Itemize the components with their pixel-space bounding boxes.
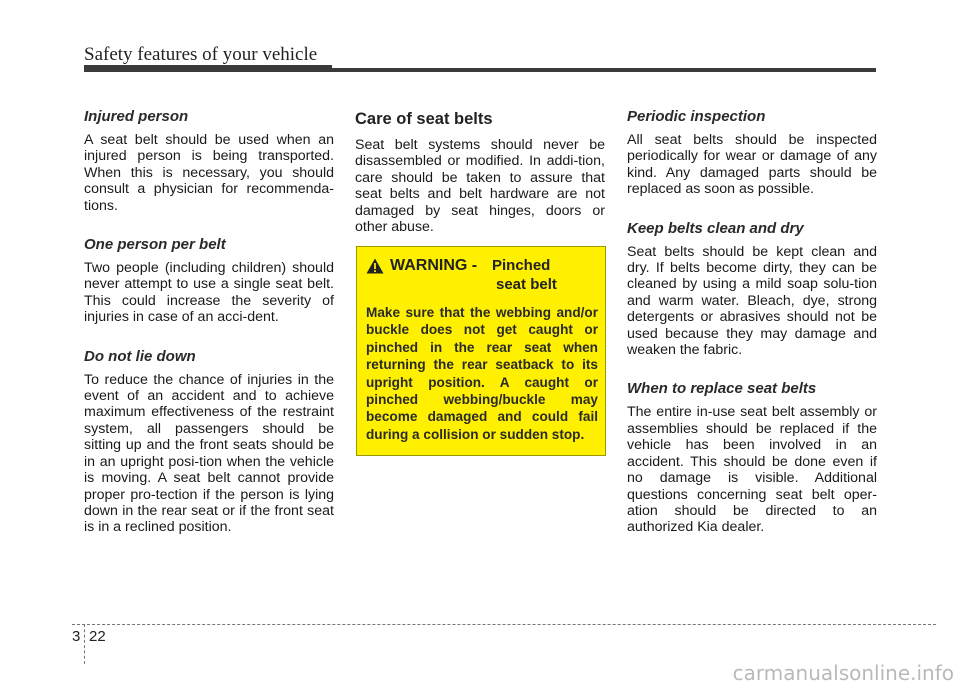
section-subtitle: When to replace seat belts <box>627 380 817 398</box>
section-periodic-inspection <box>627 108 877 198</box>
section-subtitle: Do not lie down <box>84 347 196 365</box>
section-subtitle: Periodic inspection <box>627 108 766 125</box>
section-text: The entire in-use seat belt assembly or assemblies should be replaced if the vehicle has been involved in an accident. This should be done even if no damage is visible. Additional questions concerning seat belt oper-ation should be directed to an authorized Kia dealer. <box>627 404 877 536</box>
footer-rule <box>72 624 936 625</box>
warning-title-line1: Pinched <box>492 257 551 274</box>
section-when-to-replace <box>627 380 877 535</box>
section-text: Seat belts should be kept clean and dry. If belts become dirty, they can be cleaned by using a mild soap solu-tion and warm water. Bleach, dye, strong detergents or abrasives should not be used because they may damage and weaken the fabric. <box>627 243 877 359</box>
page-number: 22 <box>89 628 106 645</box>
section-do-not-lie-down <box>84 348 334 536</box>
warning-header <box>366 256 598 300</box>
warning-triangle-icon <box>366 258 384 274</box>
warning-label: WARNING - <box>390 257 478 274</box>
chapter-number: 3 <box>72 628 81 645</box>
section-subtitle: Keep belts clean and dry <box>627 219 804 237</box>
section-injured-person <box>84 108 334 214</box>
section-text: To reduce the chance of injuries in the event of an accident and to achieve maximum effectiveness of the restraint system, all passengers should be sitting up and the front seats should be in an upright posi-tion when the vehicle is moving. A seat belt cannot provide proper pro-tection if the person is lying down in the rear seat or if the front seat is in a reclined position. <box>84 371 334 536</box>
section-text: Two people (including children) should never attempt to use a single seat belt. This could increase the severity of injuries in case of an acci-dent. <box>84 260 334 326</box>
footer-divider <box>84 624 85 664</box>
section-one-person-per-belt <box>84 236 334 326</box>
section-text: Seat belt systems should never be disassembled or modified. In addi-tion, care should be taken to assure that seat belts and belt hardware are not damaged by seat hinges, doors or other abuse. <box>355 137 605 236</box>
column-right <box>627 108 877 558</box>
column-middle <box>355 110 605 257</box>
warning-body: Make sure that the webbing and/or buckle does not get caught or pinched in the rear seat when returning the rear seatback to its upright position. A caught or pinched webbing/buckle may become damaged and could fail during a collision or sudden stop. <box>366 305 598 442</box>
section-text: A seat belt should be used when an injured person is being transported. When this is necessary, you should consult a physician for recommenda-tions. <box>84 132 334 214</box>
section-keep-belts-clean <box>627 220 877 359</box>
section-subtitle: One person per belt <box>84 236 226 254</box>
section-text: All seat belts should be inspected periodically for wear or damage of any kind. Any damaged parts should be replaced as soon as possible. <box>627 132 877 198</box>
page-header-title: Safety features of your vehicle <box>84 44 318 65</box>
section-subtitle: Injured person <box>84 108 189 125</box>
watermark: carmanualsonline.info <box>732 661 954 685</box>
section-heading-care-of-seat-belts: Care of seat belts <box>355 110 493 128</box>
column-left <box>84 108 334 558</box>
warning-box <box>356 246 606 456</box>
header-rule <box>84 68 876 72</box>
warning-title-line2: seat belt <box>496 276 557 293</box>
